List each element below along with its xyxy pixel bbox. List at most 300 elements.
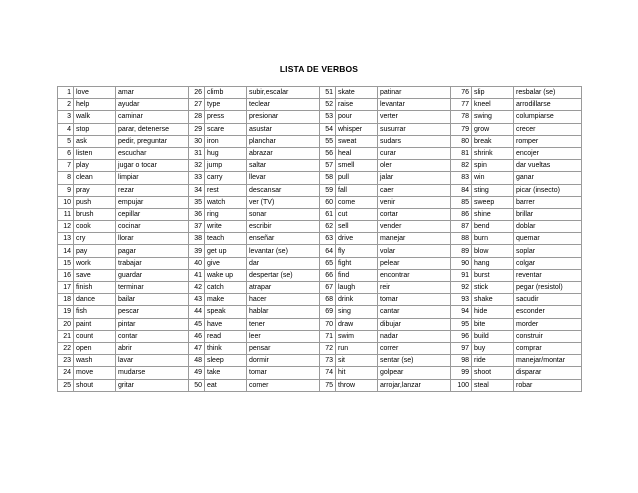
verb-english-cell: watch [205,196,247,208]
verb-spanish-cell: disparar [514,367,582,379]
verb-english-cell: push [74,196,116,208]
verb-spanish-cell: llorar [116,233,189,245]
verb-spanish-cell: cortar [378,208,451,220]
verb-number-cell: 12 [58,221,74,233]
verb-english-cell: sweep [472,196,514,208]
verb-spanish-cell: comprar [514,342,582,354]
table-row [58,355,582,367]
verb-number-cell: 28 [189,111,205,123]
verb-spanish-cell: picar (insecto) [514,184,582,196]
verb-number-cell: 99 [451,367,472,379]
verb-spanish-cell: parar, detenerse [116,123,189,135]
table-row [58,196,582,208]
verb-spanish-cell: pedir, preguntar [116,135,189,147]
verb-spanish-cell: soplar [514,245,582,257]
verb-number-cell: 39 [189,245,205,257]
verb-number-cell: 42 [189,282,205,294]
table-row [58,111,582,123]
table-row [58,330,582,342]
verb-english-cell: cut [336,208,378,220]
verb-number-cell: 72 [320,342,336,354]
verb-english-cell: fight [336,257,378,269]
verb-spanish-cell: correr [378,342,451,354]
verb-spanish-cell: barrer [514,196,582,208]
verb-number-cell: 5 [58,135,74,147]
verb-spanish-cell: enseñar [247,233,320,245]
verb-number-cell: 43 [189,294,205,306]
table-row [58,294,582,306]
verb-spanish-cell: robar [514,379,582,391]
verb-number-cell: 75 [320,379,336,391]
verb-english-cell: pray [74,184,116,196]
verb-number-cell: 41 [189,269,205,281]
verb-number-cell: 79 [451,123,472,135]
table-row [58,147,582,159]
verb-spanish-cell: terminar [116,282,189,294]
verb-spanish-cell: subir,escalar [247,87,320,99]
verb-spanish-cell: sudars [378,135,451,147]
verb-spanish-cell: sentar (se) [378,355,451,367]
verb-english-cell: draw [336,318,378,330]
table-row [58,318,582,330]
verb-spanish-cell: levantar [378,99,451,111]
verb-spanish-cell: doblar [514,221,582,233]
verb-spanish-cell: atrapar [247,282,320,294]
verb-spanish-cell: escuchar [116,147,189,159]
verb-english-cell: have [205,318,247,330]
verb-number-cell: 87 [451,221,472,233]
verb-spanish-cell: construir [514,330,582,342]
table-row [58,257,582,269]
verb-spanish-cell: caminar [116,111,189,123]
verb-spanish-cell: susurrar [378,123,451,135]
verb-english-cell: come [336,196,378,208]
verb-number-cell: 46 [189,330,205,342]
verb-spanish-cell: lavar [116,355,189,367]
verb-number-cell: 57 [320,160,336,172]
verb-spanish-cell: abrazar [247,147,320,159]
table-row [58,208,582,220]
verb-list-table [57,86,582,392]
verb-number-cell: 27 [189,99,205,111]
verb-spanish-cell: abrir [116,342,189,354]
verb-english-cell: raise [336,99,378,111]
verb-number-cell: 23 [58,355,74,367]
verb-number-cell: 85 [451,196,472,208]
verb-english-cell: think [205,342,247,354]
verb-spanish-cell: cepillar [116,208,189,220]
verb-list-body [58,87,582,392]
verb-number-cell: 45 [189,318,205,330]
table-row [58,99,582,111]
verb-number-cell: 1 [58,87,74,99]
verb-english-cell: skate [336,87,378,99]
verb-spanish-cell: sonar [247,208,320,220]
verb-number-cell: 61 [320,208,336,220]
verb-english-cell: sit [336,355,378,367]
verb-english-cell: love [74,87,116,99]
verb-spanish-cell: pensar [247,342,320,354]
verb-number-cell: 56 [320,147,336,159]
verb-english-cell: win [472,172,514,184]
verb-english-cell: break [472,135,514,147]
verb-number-cell: 18 [58,294,74,306]
verb-number-cell: 88 [451,233,472,245]
verb-number-cell: 76 [451,87,472,99]
verb-spanish-cell: resbalar (se) [514,87,582,99]
verb-english-cell: laugh [336,282,378,294]
verb-spanish-cell: esconder [514,306,582,318]
verb-english-cell: save [74,269,116,281]
verb-spanish-cell: bailar [116,294,189,306]
verb-english-cell: ask [74,135,116,147]
verb-number-cell: 16 [58,269,74,281]
verb-english-cell: shine [472,208,514,220]
table-row [58,269,582,281]
verb-spanish-cell: venir [378,196,451,208]
verb-english-cell: scare [205,123,247,135]
verb-english-cell: climb [205,87,247,99]
table-row [58,367,582,379]
verb-english-cell: help [74,99,116,111]
verb-number-cell: 94 [451,306,472,318]
verb-spanish-cell: arrodillarse [514,99,582,111]
verb-number-cell: 3 [58,111,74,123]
verb-english-cell: paint [74,318,116,330]
verb-english-cell: grow [472,123,514,135]
verb-spanish-cell: limpiar [116,172,189,184]
verb-spanish-cell: manejar [378,233,451,245]
verb-english-cell: sleep [205,355,247,367]
table-row [58,184,582,196]
verb-spanish-cell: tomar [247,367,320,379]
verb-english-cell: buy [472,342,514,354]
verb-number-cell: 90 [451,257,472,269]
verb-spanish-cell: dibujar [378,318,451,330]
verb-number-cell: 77 [451,99,472,111]
verb-number-cell: 84 [451,184,472,196]
verb-spanish-cell: pintar [116,318,189,330]
verb-english-cell: pull [336,172,378,184]
verb-english-cell: burst [472,269,514,281]
verb-english-cell: count [74,330,116,342]
verb-english-cell: press [205,111,247,123]
verb-spanish-cell: golpear [378,367,451,379]
verb-number-cell: 73 [320,355,336,367]
verb-english-cell: rest [205,184,247,196]
verb-english-cell: hug [205,147,247,159]
verb-number-cell: 8 [58,172,74,184]
verb-number-cell: 38 [189,233,205,245]
verb-spanish-cell: mudarse [116,367,189,379]
verb-spanish-cell: despertar (se) [247,269,320,281]
verb-english-cell: hide [472,306,514,318]
verb-english-cell: hit [336,367,378,379]
verb-number-cell: 70 [320,318,336,330]
verb-english-cell: kneel [472,99,514,111]
verb-number-cell: 68 [320,294,336,306]
verb-english-cell: catch [205,282,247,294]
verb-spanish-cell: dormir [247,355,320,367]
verb-number-cell: 95 [451,318,472,330]
verb-english-cell: work [74,257,116,269]
verb-number-cell: 36 [189,208,205,220]
verb-spanish-cell: manejar/montar [514,355,582,367]
verb-spanish-cell: jalar [378,172,451,184]
verb-english-cell: build [472,330,514,342]
verb-number-cell: 37 [189,221,205,233]
verb-number-cell: 100 [451,379,472,391]
verb-spanish-cell: reventar [514,269,582,281]
verb-number-cell: 89 [451,245,472,257]
verb-spanish-cell: ayudar [116,99,189,111]
verb-english-cell: bite [472,318,514,330]
verb-english-cell: fall [336,184,378,196]
verb-number-cell: 55 [320,135,336,147]
verb-spanish-cell: llevar [247,172,320,184]
verb-english-cell: finish [74,282,116,294]
verb-number-cell: 11 [58,208,74,220]
verb-spanish-cell: leer [247,330,320,342]
verb-number-cell: 9 [58,184,74,196]
verb-number-cell: 20 [58,318,74,330]
verb-english-cell: throw [336,379,378,391]
verb-english-cell: slip [472,87,514,99]
verb-spanish-cell: tomar [378,294,451,306]
verb-english-cell: clean [74,172,116,184]
table-row [58,342,582,354]
verb-english-cell: smell [336,160,378,172]
verb-english-cell: swim [336,330,378,342]
verb-english-cell: swing [472,111,514,123]
verb-spanish-cell: oler [378,160,451,172]
verb-english-cell: get up [205,245,247,257]
verb-list-table-container [57,86,582,392]
verb-english-cell: whisper [336,123,378,135]
verb-english-cell: ride [472,355,514,367]
verb-number-cell: 34 [189,184,205,196]
verb-english-cell: run [336,342,378,354]
verb-spanish-cell: volar [378,245,451,257]
verb-spanish-cell: asustar [247,123,320,135]
verb-number-cell: 22 [58,342,74,354]
table-row [58,379,582,391]
verb-spanish-cell: teclear [247,99,320,111]
verb-number-cell: 82 [451,160,472,172]
table-row [58,233,582,245]
verb-number-cell: 10 [58,196,74,208]
verb-spanish-cell: contar [116,330,189,342]
verb-spanish-cell: trabajar [116,257,189,269]
verb-english-cell: fly [336,245,378,257]
verb-number-cell: 6 [58,147,74,159]
verb-number-cell: 80 [451,135,472,147]
table-row [58,160,582,172]
verb-english-cell: jump [205,160,247,172]
verb-english-cell: hang [472,257,514,269]
verb-spanish-cell: pagar [116,245,189,257]
verb-number-cell: 7 [58,160,74,172]
verb-spanish-cell: descansar [247,184,320,196]
verb-spanish-cell: presionar [247,111,320,123]
verb-number-cell: 64 [320,245,336,257]
verb-spanish-cell: curar [378,147,451,159]
verb-spanish-cell: hablar [247,306,320,318]
verb-spanish-cell: encojer [514,147,582,159]
verb-number-cell: 17 [58,282,74,294]
verb-english-cell: pour [336,111,378,123]
verb-number-cell: 50 [189,379,205,391]
verb-spanish-cell: planchar [247,135,320,147]
verb-english-cell: steal [472,379,514,391]
verb-english-cell: move [74,367,116,379]
verb-spanish-cell: arrojar,lanzar [378,379,451,391]
verb-spanish-cell: encontrar [378,269,451,281]
verb-english-cell: fish [74,306,116,318]
verb-number-cell: 52 [320,99,336,111]
verb-number-cell: 74 [320,367,336,379]
verb-english-cell: give [205,257,247,269]
verb-english-cell: read [205,330,247,342]
verb-number-cell: 13 [58,233,74,245]
verb-spanish-cell: empujar [116,196,189,208]
verb-number-cell: 32 [189,160,205,172]
verb-number-cell: 86 [451,208,472,220]
verb-english-cell: shout [74,379,116,391]
verb-english-cell: blow [472,245,514,257]
verb-number-cell: 40 [189,257,205,269]
verb-number-cell: 71 [320,330,336,342]
verb-english-cell: stick [472,282,514,294]
verb-spanish-cell: pegar (resistol) [514,282,582,294]
table-row [58,221,582,233]
verb-number-cell: 66 [320,269,336,281]
verb-number-cell: 51 [320,87,336,99]
verb-number-cell: 26 [189,87,205,99]
verb-spanish-cell: cocinar [116,221,189,233]
verb-spanish-cell: escribir [247,221,320,233]
verb-english-cell: walk [74,111,116,123]
verb-spanish-cell: gritar [116,379,189,391]
table-row [58,245,582,257]
verb-spanish-cell: romper [514,135,582,147]
verb-english-cell: play [74,160,116,172]
verb-spanish-cell: cantar [378,306,451,318]
verb-english-cell: listen [74,147,116,159]
verb-spanish-cell: nadar [378,330,451,342]
verb-number-cell: 14 [58,245,74,257]
verb-english-cell: write [205,221,247,233]
verb-spanish-cell: amar [116,87,189,99]
verb-english-cell: burn [472,233,514,245]
verb-english-cell: pay [74,245,116,257]
verb-english-cell: drive [336,233,378,245]
verb-number-cell: 24 [58,367,74,379]
verb-english-cell: shake [472,294,514,306]
table-row [58,135,582,147]
verb-spanish-cell: morder [514,318,582,330]
verb-english-cell: open [74,342,116,354]
verb-number-cell: 44 [189,306,205,318]
verb-number-cell: 33 [189,172,205,184]
verb-number-cell: 35 [189,196,205,208]
verb-english-cell: dance [74,294,116,306]
verb-number-cell: 31 [189,147,205,159]
verb-number-cell: 58 [320,172,336,184]
verb-english-cell: ring [205,208,247,220]
verb-spanish-cell: columpiarse [514,111,582,123]
verb-english-cell: drink [336,294,378,306]
verb-spanish-cell: rezar [116,184,189,196]
verb-number-cell: 47 [189,342,205,354]
verb-number-cell: 30 [189,135,205,147]
table-row [58,306,582,318]
verb-english-cell: spin [472,160,514,172]
verb-number-cell: 48 [189,355,205,367]
verb-number-cell: 98 [451,355,472,367]
verb-english-cell: make [205,294,247,306]
table-row [58,282,582,294]
verb-english-cell: stop [74,123,116,135]
verb-spanish-cell: caer [378,184,451,196]
verb-number-cell: 49 [189,367,205,379]
verb-number-cell: 81 [451,147,472,159]
verb-spanish-cell: pelear [378,257,451,269]
verb-spanish-cell: vender [378,221,451,233]
verb-english-cell: cry [74,233,116,245]
verb-spanish-cell: saltar [247,160,320,172]
verb-spanish-cell: jugar o tocar [116,160,189,172]
verb-spanish-cell: levantar (se) [247,245,320,257]
verb-spanish-cell: pescar [116,306,189,318]
verb-english-cell: teach [205,233,247,245]
verb-number-cell: 92 [451,282,472,294]
table-row [58,123,582,135]
verb-english-cell: heal [336,147,378,159]
verb-english-cell: shoot [472,367,514,379]
verb-english-cell: cook [74,221,116,233]
verb-english-cell: sell [336,221,378,233]
verb-number-cell: 54 [320,123,336,135]
verb-english-cell: type [205,99,247,111]
verb-number-cell: 78 [451,111,472,123]
verb-spanish-cell: patinar [378,87,451,99]
verb-number-cell: 97 [451,342,472,354]
verb-spanish-cell: ver (TV) [247,196,320,208]
verb-spanish-cell: comer [247,379,320,391]
verb-english-cell: find [336,269,378,281]
verb-english-cell: wake up [205,269,247,281]
verb-english-cell: carry [205,172,247,184]
verb-english-cell: sting [472,184,514,196]
verb-spanish-cell: quemar [514,233,582,245]
verb-number-cell: 96 [451,330,472,342]
verb-number-cell: 2 [58,99,74,111]
verb-number-cell: 83 [451,172,472,184]
verb-english-cell: sing [336,306,378,318]
verb-number-cell: 15 [58,257,74,269]
verb-spanish-cell: crecer [514,123,582,135]
verb-spanish-cell: colgar [514,257,582,269]
verb-number-cell: 29 [189,123,205,135]
verb-number-cell: 63 [320,233,336,245]
verb-number-cell: 59 [320,184,336,196]
verb-spanish-cell: dar vueltas [514,160,582,172]
verb-spanish-cell: sacudir [514,294,582,306]
verb-spanish-cell: brillar [514,208,582,220]
verb-english-cell: wash [74,355,116,367]
verb-english-cell: take [205,367,247,379]
